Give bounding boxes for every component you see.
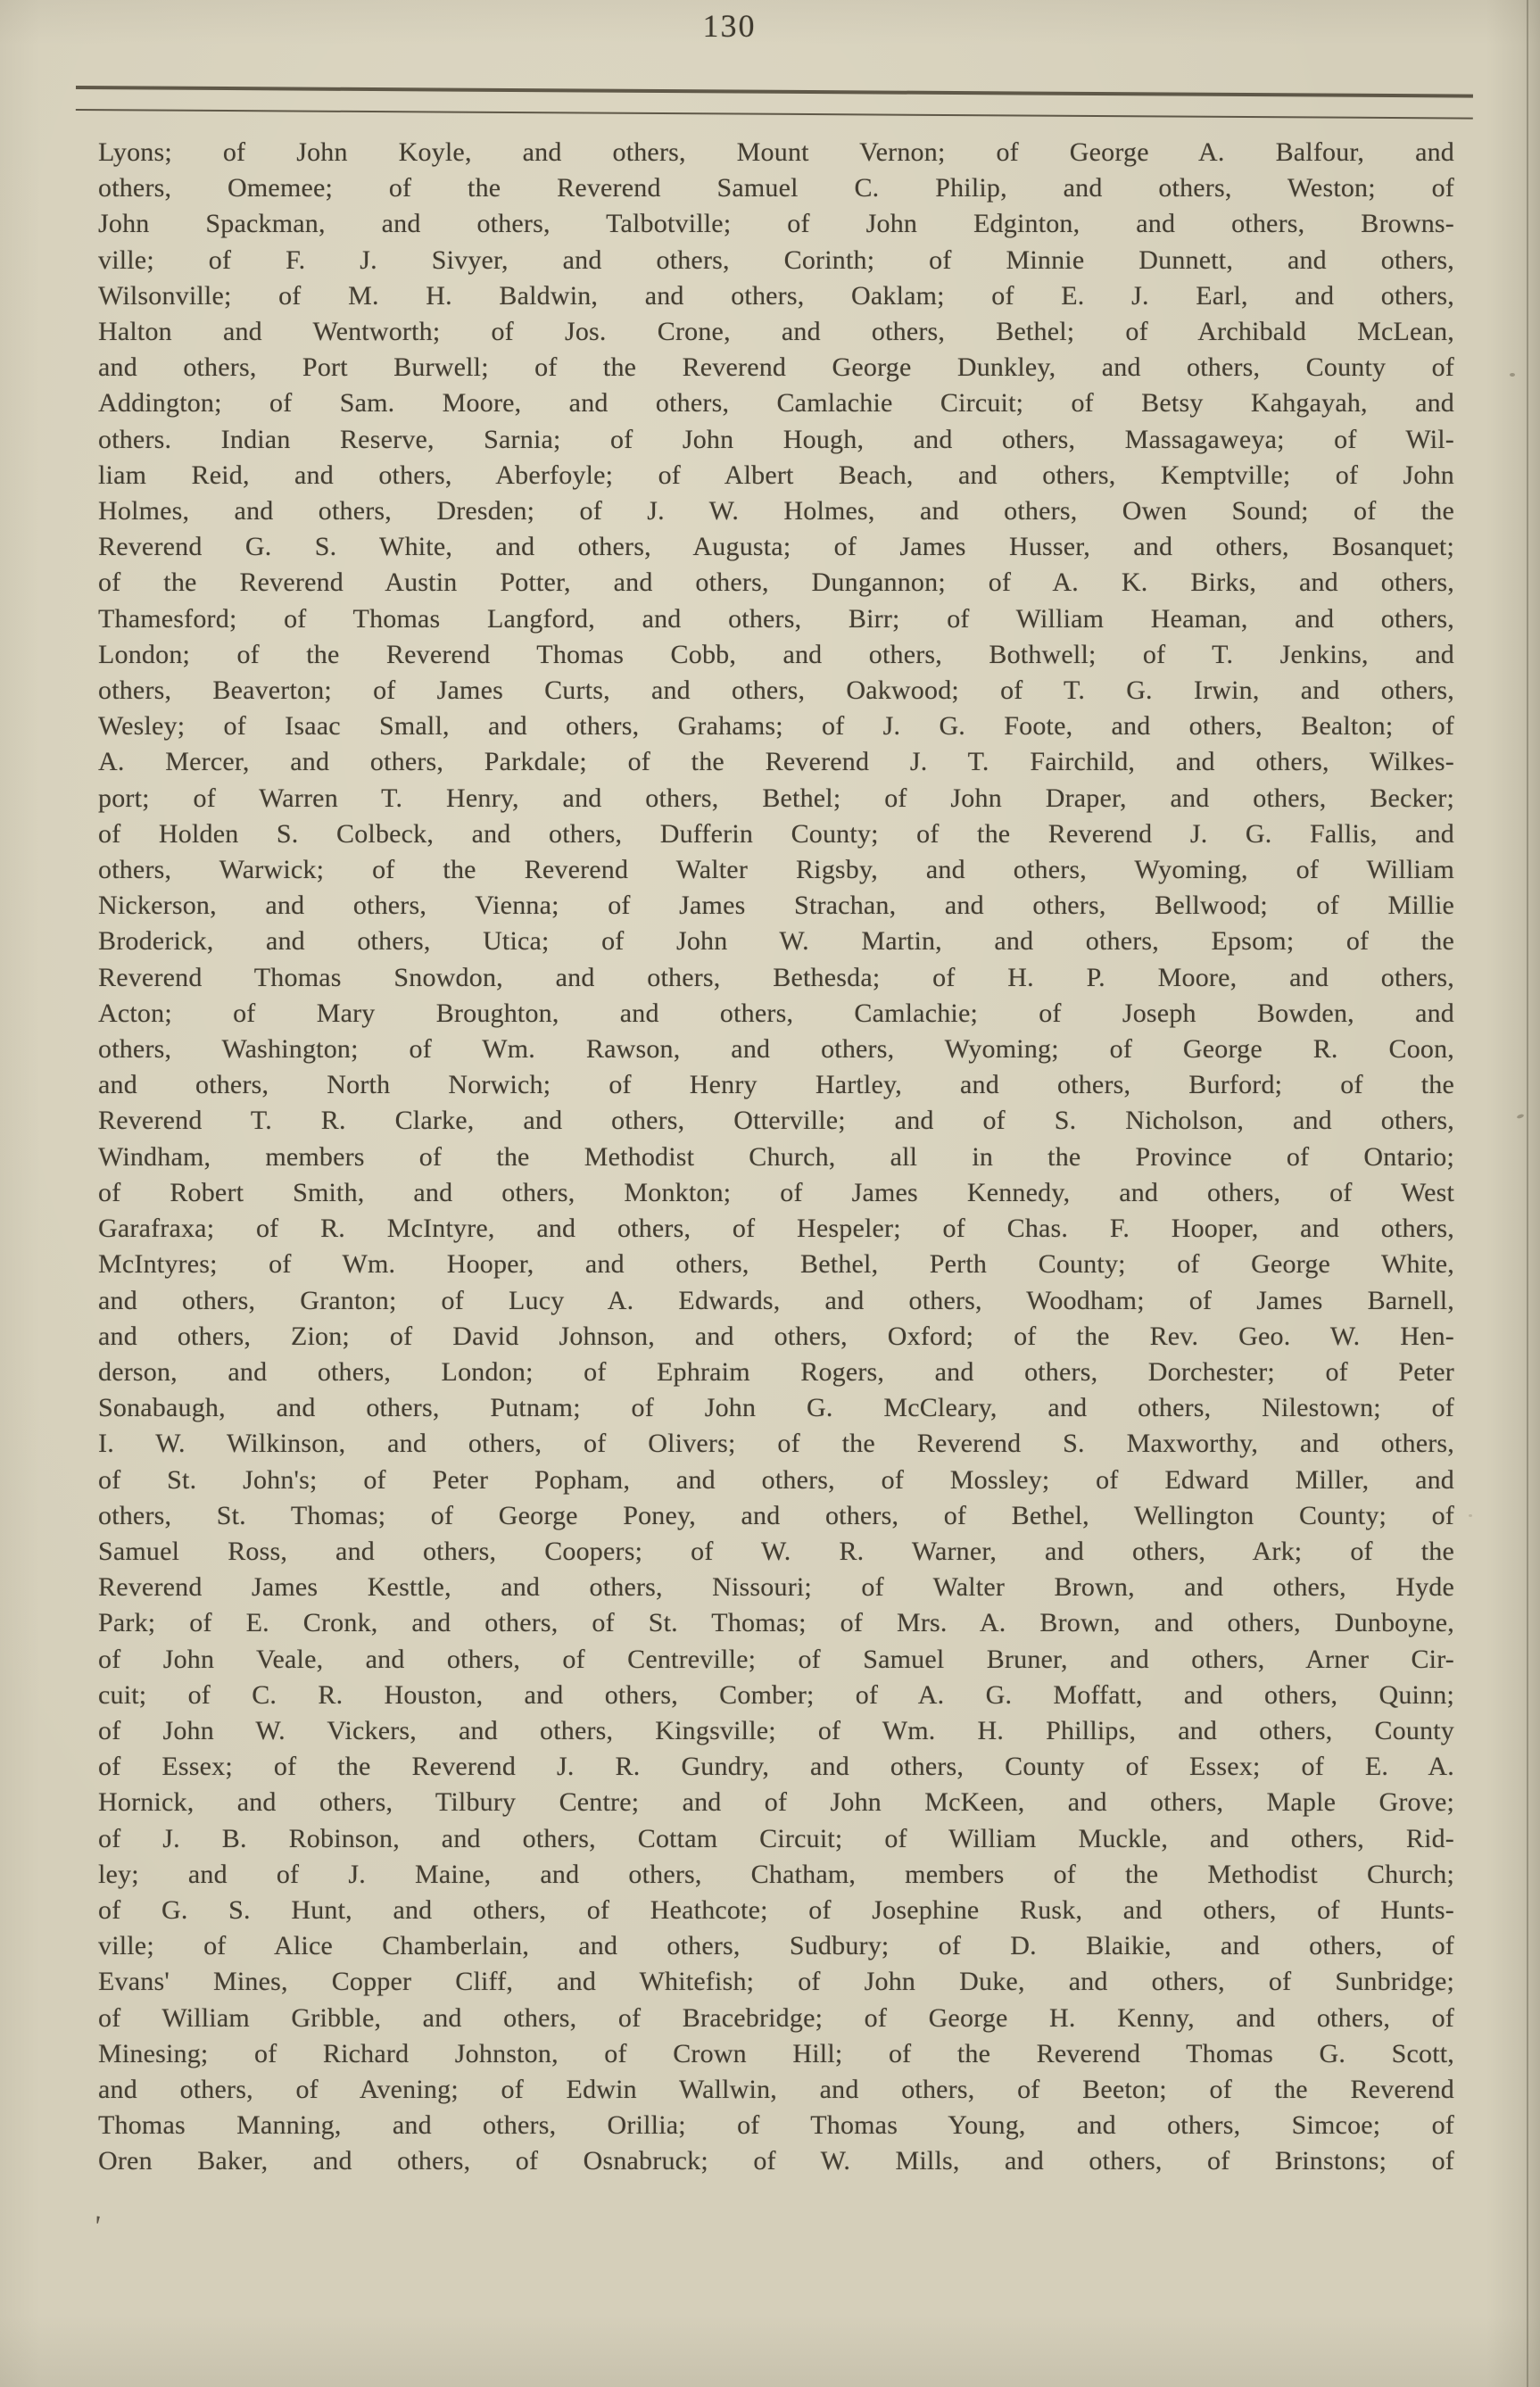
text-line: Reverend James Kesttle, and others, Nissouri; of Walter Brown, and others, Hyde: [98, 1572, 1454, 1603]
text-line: Nickerson, and others, Vienna; of James Strachan, and others, Bellwood; of Millie: [98, 891, 1454, 921]
text-line: of John W. Vickers, and others, Kingsville; of Wm. H. Phillips, and others, County: [98, 1715, 1454, 1745]
text-line: Thomas Manning, and others, Orillia; of Thomas Young, and others, Simcoe; of: [98, 2110, 1454, 2141]
text-line: port; of Warren T. Henry, and others, Bethel; of John Draper, and others, Becker;: [98, 783, 1454, 813]
text-line: and others, Zion; of David Johnson, and others, Oxford; of the Rev. Geo. W. Hen-: [98, 1321, 1454, 1351]
text-line: of J. B. Robinson, and others, Cottam Circuit; of William Muckle, and others, Rid-: [98, 1823, 1454, 1853]
text-line: Evans' Mines, Copper Cliff, and Whitefish; of John Duke, and others, of Sunbridge;: [98, 1967, 1454, 1997]
text-line: ville; of F. J. Sivyer, and others, Corinth; of Minnie Dunnett, and others,: [98, 245, 1454, 275]
text-line: Reverend Thomas Snowdon, and others, Bethesda; of H. P. Moore, and others,: [98, 962, 1454, 992]
text-line: Reverend T. R. Clarke, and others, Otterville; and of S. Nicholson, and others,: [98, 1106, 1454, 1136]
text-line: and others, Granton; of Lucy A. Edwards, and others, Woodham; of James Barnell,: [98, 1285, 1454, 1315]
paper-speck: [1469, 1514, 1472, 1517]
text-line: liam Reid, and others, Aberfoyle; of Albert Beach, and others, Kemptville; of John: [98, 460, 1454, 490]
double-rule: [76, 86, 1473, 120]
text-line: others, Warwick; of the Reverend Walter Rigsby, and others, Wyoming, of William: [98, 855, 1454, 885]
text-line: derson, and others, London; of Ephraim Rogers, and others, Dorchester; of Peter: [98, 1356, 1454, 1387]
text-line: London; of the Reverend Thomas Cobb, and others, Bothwell; of T. Jenkins, and: [98, 639, 1454, 669]
text-line: of the Reverend Austin Potter, and others, Dungannon; of A. K. Birks, and others,: [98, 568, 1454, 598]
text-line: Broderick, and others, Utica; of John W. Martin, and others, Epsom; of the: [98, 926, 1454, 957]
text-line: others, Omemee; of the Reverend Samuel C. Philip, and others, Weston; of: [98, 173, 1454, 203]
text-line: Samuel Ross, and others, Coopers; of W. R. Warner, and others, Ark; of the: [98, 1536, 1454, 1566]
text-line: Oren Baker, and others, of Osnabruck; of W. Mills, and others, of Brinstons; of: [98, 2146, 1454, 2176]
petitions-text-block: [98, 135, 1454, 2180]
text-line: others, Washington; of Wm. Rawson, and others, Wyoming; of George R. Coon,: [98, 1034, 1454, 1065]
text-line: ley; and of J. Maine, and others, Chatham, members of the Methodist Church;: [98, 1859, 1454, 1889]
text-line: Reverend G. S. White, and others, Augusta; of James Husser, and others, Bosanquet;: [98, 532, 1454, 562]
text-line: Holmes, and others, Dresden; of J. W. Holmes, and others, Owen Sound; of the: [98, 496, 1454, 526]
paper-speck: [1510, 373, 1515, 377]
text-line: Windham, members of the Methodist Church, all in the Province of Ontario;: [98, 1141, 1454, 1172]
text-line: of Essex; of the Reverend J. R. Gundry, and others, County of Essex; of E. A.: [98, 1752, 1454, 1782]
text-line: and others, Port Burwell; of the Reverend George Dunkley, and others, County of: [98, 352, 1454, 383]
text-line: others, St. Thomas; of George Poney, and others, of Bethel, Wellington County; of: [98, 1500, 1454, 1530]
text-line: ville; of Alice Chamberlain, and others, Sudbury; of D. Blaikie, and others, of: [98, 1931, 1454, 1961]
text-line: cuit; of C. R. Houston, and others, Comber; of A. G. Moffatt, and others, Quinn;: [98, 1679, 1454, 1710]
text-line: Wesley; of Isaac Small, and others, Grahams; of J. G. Foote, and others, Bealton; of: [98, 711, 1454, 742]
text-line: Halton and Wentworth; of Jos. Crone, and others, Bethel; of Archibald McLean,: [98, 317, 1454, 347]
ink-mark: ': [92, 2209, 103, 2244]
text-line: others. Indian Reserve, Sarnia; of John Hough, and others, Massagaweya; of Wil-: [98, 424, 1454, 454]
text-line: of G. S. Hunt, and others, of Heathcote; of Josephine Rusk, and others, of Hunts-: [98, 1894, 1454, 1925]
text-line: A. Mercer, and others, Parkdale; of the Reverend J. T. Fairchild, and others, Wilkes-: [98, 747, 1454, 777]
text-line: Sonabaugh, and others, Putnam; of John G. McCleary, and others, Nilestown; of: [98, 1393, 1454, 1423]
page-edge-shadow: [1527, 0, 1528, 2387]
text-line: of St. John's; of Peter Popham, and others, of Mossley; of Edward Miller, and: [98, 1464, 1454, 1495]
text-line: Addington; of Sam. Moore, and others, Camlachie Circuit; of Betsy Kahgayah, and: [98, 388, 1454, 419]
text-line: Minesing; of Richard Johnston, of Crown Hill; of the Reverend Thomas G. Scott,: [98, 2038, 1454, 2068]
text-line: and others, of Avening; of Edwin Wallwin, and others, of Beeton; of the Reverend: [98, 2074, 1454, 2104]
text-line: Acton; of Mary Broughton, and others, Camlachie; of Joseph Bowden, and: [98, 998, 1454, 1028]
text-line: John Spackman, and others, Talbotville; of John Edginton, and others, Browns-: [98, 209, 1454, 239]
text-line: of Holden S. Colbeck, and others, Dufferin County; of the Reverend J. G. Fallis, and: [98, 818, 1454, 849]
text-line: of Robert Smith, and others, Monkton; of James Kennedy, and others, of West: [98, 1177, 1454, 1207]
text-line: others, Beaverton; of James Curts, and others, Oakwood; of T. G. Irwin, and others,: [98, 675, 1454, 706]
text-line: Hornick, and others, Tilbury Centre; and of John McKeen, and others, Maple Grove;: [98, 1787, 1454, 1818]
page-number: 130: [702, 8, 757, 44]
text-line: of John Veale, and others, of Centreville; of Samuel Bruner, and others, Arner Cir-: [98, 1644, 1454, 1674]
text-line: McIntyres; of Wm. Hooper, and others, Bethel, Perth County; of George White,: [98, 1249, 1454, 1280]
text-line: Lyons; of John Koyle, and others, Mount Vernon; of George A. Balfour, and: [98, 137, 1454, 167]
text-line: of William Gribble, and others, of Bracebridge; of George H. Kenny, and others, of: [98, 2002, 1454, 2033]
text-line: Garafraxa; of R. McIntyre, and others, of Hespeler; of Chas. F. Hooper, and others,: [98, 1214, 1454, 1244]
text-line: Park; of E. Cronk, and others, of St. Thomas; of Mrs. A. Brown, and others, Dunboyne,: [98, 1608, 1454, 1638]
paper-speck: [1517, 1114, 1525, 1119]
text-line: and others, North Norwich; of Henry Hartley, and others, Burford; of the: [98, 1070, 1454, 1100]
text-line: I. W. Wilkinson, and others, of Olivers; of the Reverend S. Maxworthy, and others,: [98, 1429, 1454, 1459]
text-line: Thamesford; of Thomas Langford, and others, Birr; of William Heaman, and others,: [98, 603, 1454, 634]
text-line: Wilsonville; of M. H. Baldwin, and others, Oaklam; of E. J. Earl, and others,: [98, 280, 1454, 311]
